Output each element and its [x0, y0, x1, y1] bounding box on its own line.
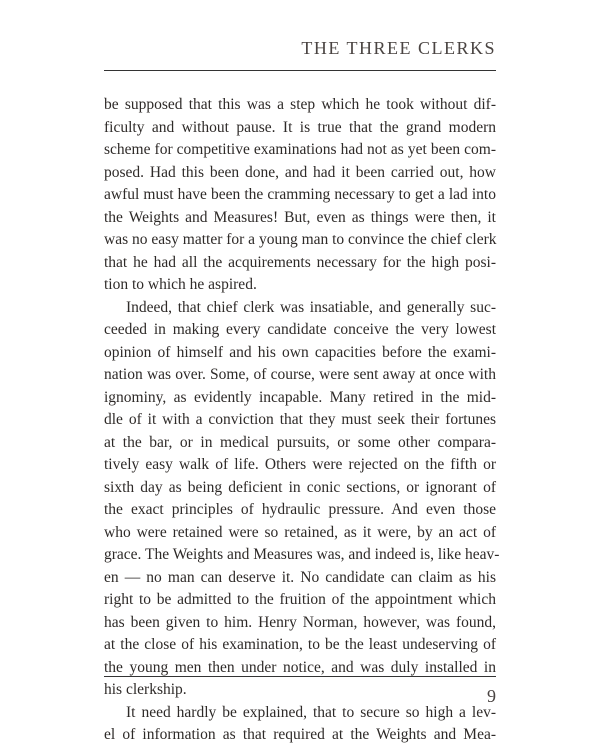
text-line: ficulty and without pause. It is true that the grand modern	[104, 118, 496, 136]
text-line: opinion of himself and his own capacities before the exami-	[104, 343, 496, 361]
text-line: el of information as that required at the Weights and Mea-	[104, 726, 496, 743]
text-line: that he had all the acquirements necessary for the high posi-	[104, 253, 496, 271]
text-line: at the bar, or in medical pursuits, or some other compara-	[104, 433, 496, 451]
text-line: be supposed that this was a step which he took without dif-	[104, 96, 496, 113]
text-line: tion to which he aspired.	[104, 276, 257, 293]
text-line: scheme for competitive examinations had not as yet been com-	[104, 141, 496, 158]
text-line: en — no man can deserve it. No candidate can claim as his	[104, 568, 496, 586]
text-line: right to be admitted to the fruition of the appointment which	[104, 591, 496, 608]
text-line: It need hardly be explained, that to secure so high a lev-	[126, 703, 496, 721]
text-line: has been given to him. Henry Norman, however, was found,	[104, 613, 496, 631]
text-line: the exact principles of hydraulic pressure. And even those	[104, 501, 496, 518]
text-line: tively easy walk of life. Others were rejected on the fifth or	[104, 456, 496, 473]
text-line: nation was over. Some, of course, were sent away at once with	[104, 366, 496, 383]
header-rule	[104, 70, 496, 71]
text-line: who were retained were so retained, as it were, by an act of	[104, 523, 496, 541]
footer-rule	[104, 676, 496, 677]
text-line: sixth day as being deficient in conic sections, or ignorant of	[104, 478, 496, 496]
text-line: was no easy matter for a young man to convince the chief clerk	[104, 231, 497, 248]
body-text	[104, 94, 500, 747]
text-line: ceeded in making every candidate conceive the very lowest	[104, 321, 496, 338]
text-line: dle of it with a conviction that they must seek their fortunes	[104, 411, 496, 428]
text-line: the Weights and Measures! But, even as things were then, it	[104, 208, 496, 226]
text-line: ignominy, as evidently incapable. Many retired in the mid-	[104, 388, 496, 406]
page-number: 9	[487, 686, 496, 706]
text-line: the young men then under notice, and was duly installed in	[104, 658, 496, 676]
running-head: THE THREE CLERKS	[301, 38, 496, 58]
text-line: grace. The Weights and Measures was, and indeed is, like heav-	[104, 546, 500, 563]
text-line: at the close of his examination, to be the least undeserving of	[104, 636, 496, 653]
text-line: Indeed, that chief clerk was insatiable, and generally suc-	[126, 298, 496, 316]
text-line: posed. Had this been done, and had it been carried out, how	[104, 163, 496, 181]
text-line: his clerkship.	[104, 681, 187, 698]
text-line: awful must have been the cramming necessary to get a lad into	[104, 186, 496, 203]
